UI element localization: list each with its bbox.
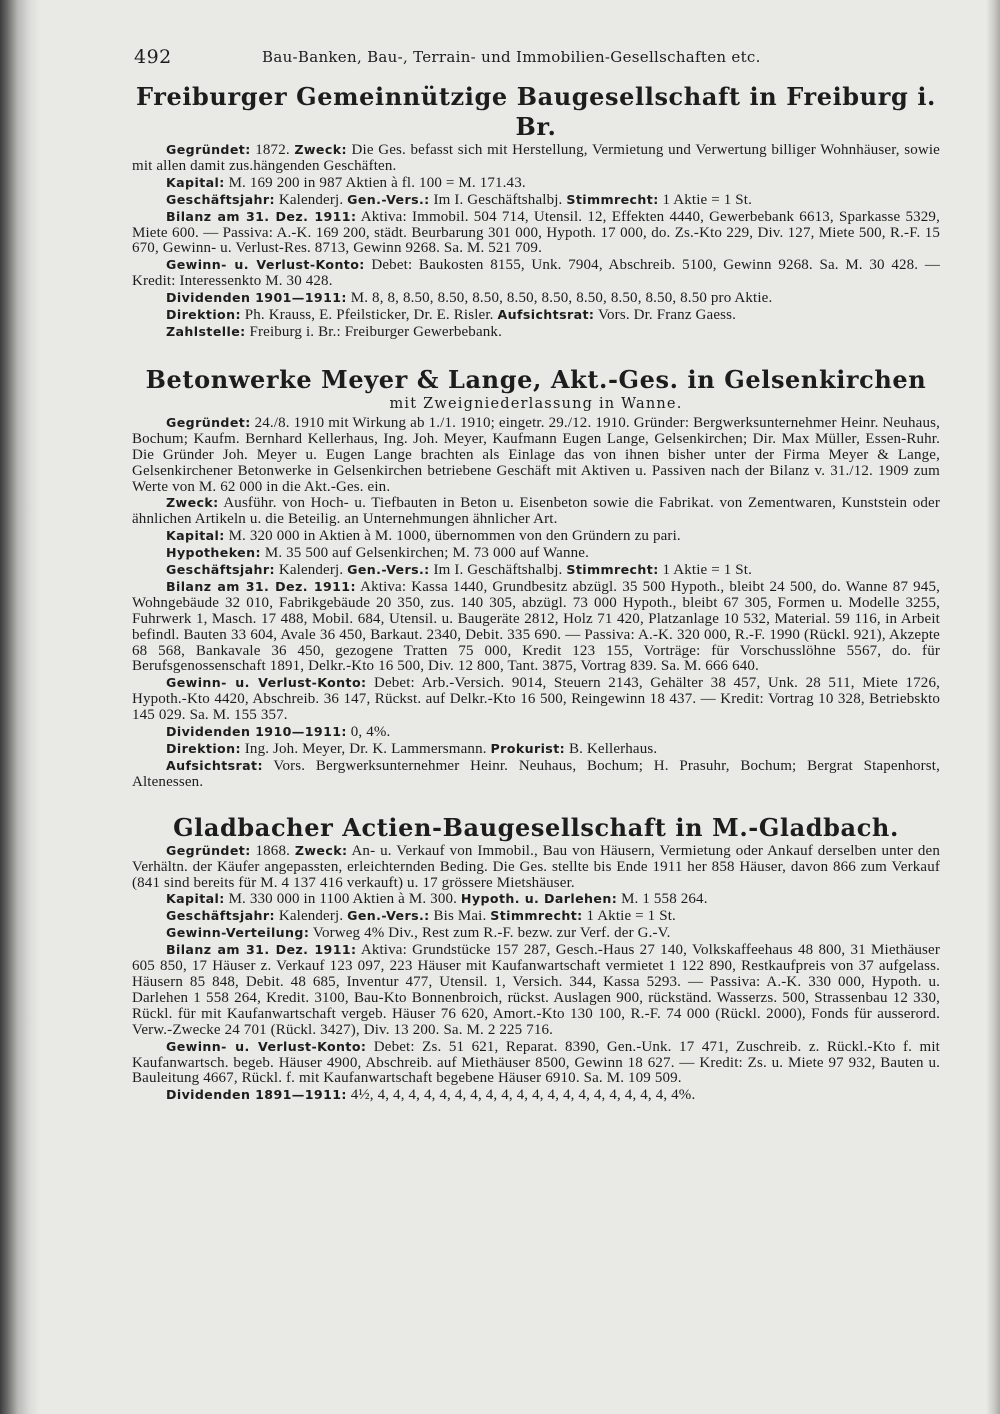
company-entries [132, 843, 940, 1105]
field-value: Vors. Dr. Franz Gaess. [594, 307, 736, 324]
running-head [132, 38, 940, 72]
field-label: Direktion: [166, 741, 241, 756]
company-title: Betonwerke Meyer & Lange, Akt.-Ges. in Gelsenkirchen [145, 364, 927, 394]
entry-paragraph [132, 925, 940, 942]
field-value: Kalenderj. [274, 562, 348, 579]
field-value: Freiburg i. Br.: Freiburger Gewerbebank. [245, 323, 502, 340]
field-label: Gegründet: [166, 142, 251, 157]
entry-paragraph [132, 1039, 940, 1088]
entry-paragraph [132, 545, 940, 562]
entry-paragraph [132, 562, 940, 579]
field-value: M. 1 558 264. [617, 891, 708, 908]
company-entry-gladbacher [132, 813, 940, 1105]
company-entries [132, 415, 940, 791]
field-value: 0, 4%. [346, 724, 391, 741]
field-label: Aufsichtsrat: [497, 307, 595, 323]
field-label: Stimmrecht: [566, 562, 659, 578]
field-label: Gewinn-Verteilung: [166, 925, 310, 941]
entry-paragraph [132, 1087, 940, 1104]
entry-paragraph [132, 324, 940, 341]
field-value: Aktiva: Immobil. 504 714, Utensil. 12, Effekten 4440, Gewerbebank 6613, Sparkasse 5329, Miete 600. — Passiva: A.-K. 169 200, städt. Beurbarung 301 000, Hypoth. 17 000, do. Zs.-Kto 229, Div. 127, Miete 500, R.-F. 15 670, Gewinn- u. Verlust-Res. 8713, Gewinn 9268. Sa. M. 521 709. [132, 208, 940, 257]
field-value: Kalenderj. [274, 191, 348, 208]
running-title: Bau-Banken, Bau-, Terrain- und Immobilien-Gesellschaften etc. [262, 48, 761, 66]
field-value: 1868. [250, 842, 295, 859]
page-binding-shadow [0, 0, 40, 1414]
company-title: Freiburger Gemeinnützige Baugesellschaft in Freiburg i. Br. [135, 82, 936, 141]
field-label: Bilanz am 31. Dez. 1911: [166, 578, 356, 594]
entry-paragraph [132, 415, 940, 496]
company-entry-freiburger [132, 82, 940, 341]
field-label: Geschäftsjahr: [166, 908, 275, 924]
field-label: Zahlstelle: [166, 323, 246, 339]
entry-paragraph [132, 724, 940, 741]
field-label: Zweck: [166, 495, 219, 511]
entry-paragraph [132, 579, 940, 675]
entry-paragraph [132, 843, 940, 892]
field-label: Gewinn- u. Verlust-Konto: [166, 675, 367, 691]
field-value: Ph. Krauss, E. Pfeilsticker, Dr. E. Risler. [240, 307, 498, 324]
company-entry-betonwerke [132, 365, 940, 791]
field-value: Debet: Arb.-Versich. 9014, Steuern 2143, Gehälter 38 457, Unk. 28 511, Miete 1726, Hypoth.-Kto 4420, Abschreib. 36 147, Rückst. auf Delkr.-Kto 16 500, Reingewinn 18 437. — Kredit: Vortrag 10 328, Betriebskto 145 029. Sa. M. 155 357. [132, 675, 940, 724]
field-label: Gegründet: [166, 414, 251, 430]
entry-paragraph [132, 290, 940, 307]
entry-paragraph [132, 741, 940, 758]
field-label: Kapital: [166, 891, 225, 907]
entry-paragraph [132, 257, 940, 290]
field-value: 1 Aktie = 1 St. [582, 908, 676, 925]
field-value: Aktiva: Kassa 1440, Grundbesitz abzügl. 35 500 Hypoth., bleibt 24 500, do. Wanne 87 945, Wohngebäude 32 010, Fabrikgebäude 20 350, zus. 140 305, abzügl. 73 000 Hypoth., bleibt 67 305, Formen u. Modelle 3255, Fuhrwerk 1, Masch. 17 488, Mobil. 684, Utensil. u. Baugeräte 2812, Holz 71 420, Platzanlage 10 532, Material. 59 116, in Arbeit befindl. Bauten 33 604, Avale 36 450, Barkaut. 2340, Debit. 335 690. — Passiva: A.-K. 320 000, R.-F. 1990 (Rückl. 921), Akzepte 68 568, Bankavale 36 450, gezogene Tratten 75 000, Kredit 123 155, Vorträge: für Vorschusslöhne 5567, do. für Berufsgenossenschaft 1891, Delkr.-Kto 16 500, Div. 12 800, Tant. 3875, Vortrag 839. Sa. M. 666 640. [132, 578, 940, 675]
field-value: B. Kellerhaus. [565, 741, 658, 757]
field-value: Debet: Zs. 51 621, Reparat. 8390, Gen.-Unk. 17 471, Zuschreib. z. Rückl.-Kto f. mit Kaufanwartsch. begeb. Häuser 4900, Abschreib. auf Miethäuser 8500, Gewinn 18 627. — Kredit: Zs. u. Miete 97 932, Bauten u. Bauleitung 4667, Rückl. f. mit Kaufanwartschaft begebene Häuser 6910. Sa. M. 109 509. [132, 1038, 940, 1087]
field-label: Hypotheken: [166, 545, 261, 561]
field-value: Im I. Geschäftshalbj. [429, 562, 567, 579]
entry-paragraph [132, 495, 940, 528]
field-value: Im I. Geschäftshalbj. [429, 191, 567, 208]
entry-paragraph [132, 942, 940, 1038]
field-label: Gegründet: [166, 842, 251, 858]
field-label: Zweck: [294, 142, 347, 157]
field-label: Dividenden 1891—1911: [166, 1087, 347, 1103]
field-value: M. 330 000 in 1100 Aktien à M. 300. [224, 891, 461, 908]
field-label: Aufsichtsrat: [166, 757, 263, 773]
field-value: Debet: Baukosten 8155, Unk. 7904, Abschreib. 5100, Gewinn 9268. Sa. M. 30 428. — Kredit: Interessenkto M. 30 428. [132, 257, 940, 290]
field-value: Ing. Joh. Meyer, Dr. K. Lammersmann. [240, 741, 491, 757]
field-label: Gewinn- u. Verlust-Konto: [166, 257, 365, 273]
field-label: Hypoth. u. Darlehen: [460, 891, 618, 907]
field-value: 1 Aktie = 1 St. [658, 191, 753, 208]
field-value: An- u. Verkauf von Immobil., Bau von Häusern, Vermietung oder Ankauf derselben unter den Verhältn. der Käufer angepassten, erleichternden Beding. Die Ges. stellte bis Ende 1911 her 858 Häuser, davon 866 zum Verkauf (841 sind bereits für M. 4 137 416 verkauft) u. 17 grössere Mietshäuser. [132, 842, 940, 891]
entry-paragraph [132, 142, 940, 175]
field-value: 4½, 4, 4, 4, 4, 4, 4, 4, 4, 4, 4, 4, 4, 4, 4, 4, 4, 4, 4, 4, 4%. [346, 1087, 696, 1104]
entry-paragraph [132, 528, 940, 545]
field-value: 1 Aktie = 1 St. [658, 562, 753, 579]
page-number: 492 [134, 46, 172, 68]
field-label: Gewinn- u. Verlust-Konto: [166, 1038, 367, 1054]
field-label: Bilanz am 31. Dez. 1911: [166, 942, 357, 958]
field-label: Dividenden 1901—1911: [166, 290, 347, 306]
document-page [132, 38, 940, 1104]
field-label: Stimmrecht: [490, 908, 583, 924]
company-subtitle: mit Zweigniederlassung in Wanne. [389, 395, 683, 412]
field-label: Zweck: [294, 842, 348, 858]
entry-paragraph [132, 758, 940, 791]
field-value: Vors. Bergwerksunternehmer Heinr. Neuhaus, Bochum; H. Prasuhr, Bochum; Bergrat Stapenhorst, Altenessen. [132, 757, 940, 790]
field-value: M. 320 000 in Aktien à M. 1000, übernommen von den Gründern zu pari. [224, 528, 681, 545]
field-value: 24./8. 1910 mit Wirkung ab 1./1. 1910; eingetr. 29./12. 1910. Gründer: Bergwerksunternehmer Heinr. Neuhaus, Bochum; Kaufm. Bernhard Kellerhaus, Ing. Joh. Meyer, Kaufmann Eugen Lange, Gelsenkirchen; Dir. Max Müller, Essen-Ruhr. Die Gründer Joh. Meyer u. Eugen Lange brachten als Einlage das von ihnen bisher unter der Firma Meyer & Lange, Gelsenkirchener Betonwerke in Gelsenkirchen betriebene Geschäft mit Aktiven u. Passiven nach der Bilanz v. 31./12. 1909 zum Werte von M. 62 000 in die Akt.-Ges. ein. [132, 414, 940, 495]
field-value: 1872. [250, 142, 295, 158]
field-label: Gen.-Vers.: [347, 562, 430, 578]
entry-paragraph [132, 192, 940, 209]
field-label: Prokurist: [490, 741, 566, 756]
entry-paragraph [132, 307, 940, 324]
field-label: Geschäftsjahr: [166, 562, 275, 578]
field-value: Aktiva: Grundstücke 157 287, Gesch.-Haus 27 140, Volkskaffeehaus 48 800, 31 Miethäuser 605 850, 17 Häuser z. Verkauf 123 097, 223 Häuser mit Kaufanwartschaft vermietet 1 122 890, Restkaufpreis von 37 aufgelass. Häusern 85 848, Debit. 48 685, Inventur 477, Utensil. 1, Versich. 344, Kassa 5293. — Passiva: A.-K. 330 000, Hypoth. u. Darlehen 1 558 264, Kredit. 3100, Bau-Kto Bonnenbroich, rückst. Auslagen 900, rückständ. Wasserzs. 500, Strassenbau 12 330, Rückl. für mit Kaufanwartschaft vergeb. Häuser 76 620, Amort.-Kto 130 100, R.-F. 74 000 (Rückl. 2000), Fonds für ausserord. Verw.-Zwecke 24 701 (Rückl. 3427), Div. 13 200. Sa. M. 2 225 716. [132, 942, 940, 1038]
company-title: Gladbacher Actien-Baugesellschaft in M.-Gladbach. [173, 812, 899, 842]
field-value: M. 35 500 auf Gelsenkirchen; M. 73 000 auf Wanne. [260, 545, 589, 562]
field-value: Ausführ. von Hoch- u. Tiefbauten in Beton u. Eisenbeton sowie die Fabrikat. von Zementwaren, Kunststein oder ähnlichen Artikeln u. die Beteilig. an Unternehmungen ähnlicher Art. [132, 495, 940, 528]
field-value: Die Ges. befasst sich mit Herstellung, Vermietung und Verwertung billiger Wohnhäuser, sowie mit allen damit zus.hängenden Geschäften. [132, 142, 940, 174]
company-entries [132, 142, 940, 341]
field-label: Gen.-Vers.: [347, 908, 430, 924]
field-label: Kapital: [166, 528, 225, 544]
entry-paragraph [132, 675, 940, 724]
field-label: Bilanz am 31. Dez. 1911: [166, 208, 357, 224]
page-edge-shadow [986, 0, 1000, 1414]
entry-paragraph [132, 175, 940, 192]
field-label: Geschäftsjahr: [166, 191, 275, 207]
field-label: Stimmrecht: [566, 191, 659, 207]
field-value: M. 169 200 in 987 Aktien à fl. 100 = M. 171.43. [224, 174, 526, 191]
field-value: M. 8, 8, 8.50, 8.50, 8.50, 8.50, 8.50, 8.50, 8.50, 8.50, 8.50 pro Aktie. [346, 290, 773, 307]
field-value: Bis Mai. [429, 908, 491, 925]
field-label: Direktion: [166, 307, 241, 323]
entry-paragraph [132, 209, 940, 258]
field-value: Kalenderj. [274, 908, 348, 925]
entry-paragraph [132, 908, 940, 925]
field-label: Gen.-Vers.: [347, 191, 430, 207]
entry-paragraph [132, 891, 940, 908]
field-label: Kapital: [166, 174, 225, 190]
field-label: Dividenden 1910—1911: [166, 724, 347, 740]
field-value: Vorweg 4% Div., Rest zum R.-F. bezw. zur Verf. der G.-V. [309, 925, 671, 942]
